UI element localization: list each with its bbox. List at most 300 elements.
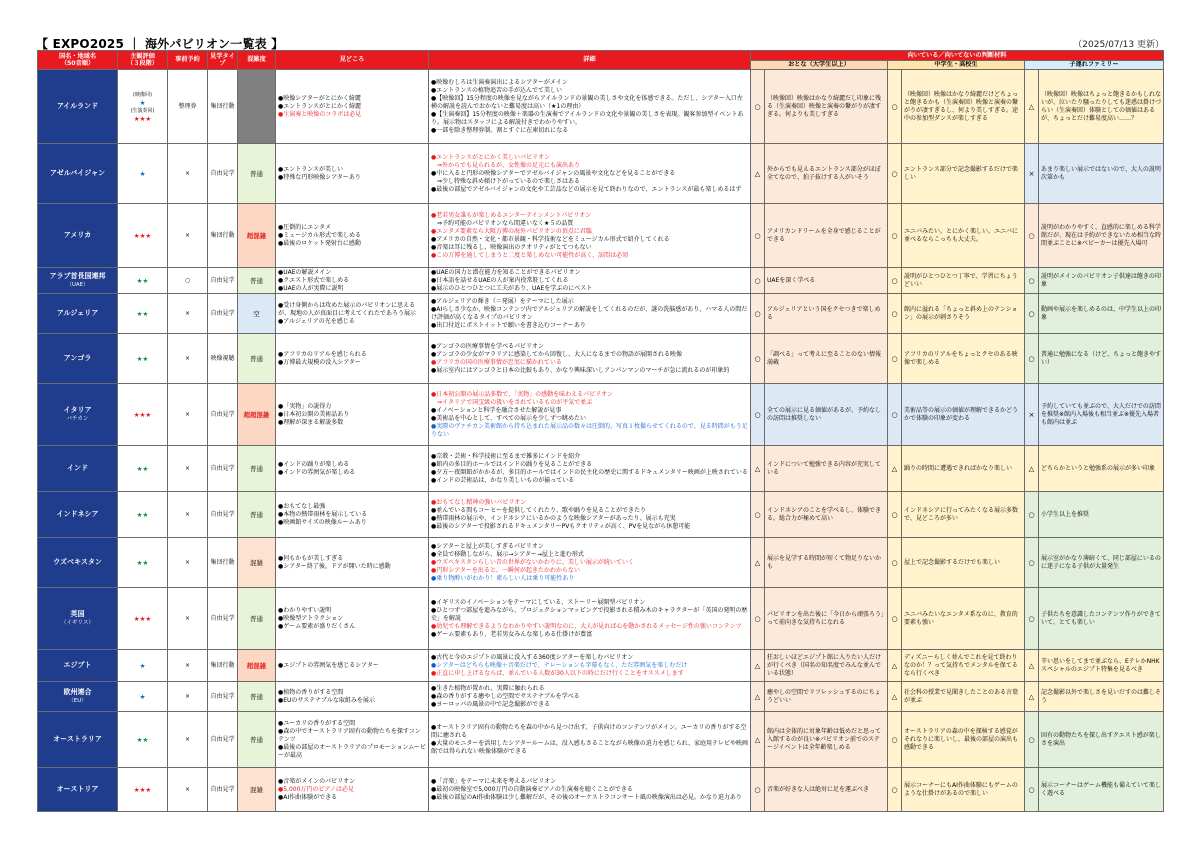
middle-symbol: ○ xyxy=(888,588,902,650)
type-cell: 自由見学 xyxy=(208,384,238,446)
country-name: エジプト xyxy=(63,661,92,670)
detail-item: ●実際のヴァチカン美術館から持ち込まれた展示品の数々は圧倒的。写真１枚撮らせてくれるので、見る時間がもう足りない xyxy=(431,422,748,438)
country-cell xyxy=(38,294,118,334)
highlight-item: ●「実物」の説得力 xyxy=(278,402,332,410)
detail-item: ●ウズベキスタンらしい青の世界がないかわりに、美しい展示が続いていく xyxy=(431,558,634,566)
rating-value: ★ xyxy=(139,169,146,178)
country-cell xyxy=(38,588,118,650)
country-name: 英国 xyxy=(70,610,85,618)
updated-date: （2025/07/13 更新） xyxy=(1073,40,1164,50)
table-row xyxy=(38,446,1164,492)
highlight-item: ●理解が深まる解説多数 xyxy=(278,418,344,426)
details-cell xyxy=(429,712,751,768)
country-name: オーストリア xyxy=(56,785,99,794)
adult-note: 展示を見学する時間が短くて物足りないかも xyxy=(765,538,888,588)
adult-symbol: △ xyxy=(751,682,765,712)
middle-symbol: ○ xyxy=(888,144,902,204)
highlight-item: ●日本初公開の美術品あり xyxy=(278,410,350,418)
highlight-item: ●5,000万円のピアノは必見 xyxy=(278,785,354,793)
middle-symbol: ○ xyxy=(888,204,902,268)
country-name: オーストラリア xyxy=(53,735,102,744)
middle-note: 説明がひとつひとつ丁寧で、学習にちょうどいい xyxy=(902,268,1025,294)
detail-item: ●オーストラリア固有の動物たちを森の中から見つけ出す、子供向けのコンテンツがメイン。ユーカリの香りがする空間に癒される xyxy=(431,723,747,739)
detail-item: ●大量のモニターを活用したシアタールームは、没入感もさることながら映像の迫力を感じられ、家庭用テレビや映画館では得られない映像体験ができる xyxy=(431,739,748,755)
country-cell xyxy=(38,70,118,144)
type-cell: 自由見学 xyxy=(208,492,238,538)
middle-symbol: ○ xyxy=(888,768,902,812)
highlights-cell xyxy=(276,446,429,492)
rating-value: ★★ xyxy=(136,276,149,285)
family-note: 辛い思いをしてまで並ぶなら、EテレかNHKスペシャルのエジプト特集を見るべき xyxy=(1039,650,1164,682)
rating-value: ★★ xyxy=(136,510,149,519)
col-congestion: 混雑度 xyxy=(238,51,276,70)
country-name: アイルランド xyxy=(56,102,99,111)
col-middle: 中学生・高校生 xyxy=(888,61,1025,70)
country-name: アルジェリア xyxy=(56,309,99,318)
adult-note: （映像回）映像はかなり綺麗だし印象に残る（生演奏回）映像と演奏の繋がりが凄すぎる。何よりも美しすぎる xyxy=(765,70,888,144)
highlights-cell xyxy=(276,268,429,294)
reserve-cell: × xyxy=(168,588,208,650)
highlight-item: ●ミュージカル形式で楽しめる xyxy=(278,231,361,239)
country-cell xyxy=(38,768,118,812)
highlight-item: ●万博最大規模の没入シアター xyxy=(278,358,361,366)
family-note: 普通に勉強になる（けど、ちょっと飽きやすい） xyxy=(1039,334,1164,384)
family-note: 展示室がかなり薄暗くて、同じ部屋にいるのに迷子になる子供が大量発生 xyxy=(1039,538,1164,588)
adult-note: 全ての展示に見る価値があるが、予約なしの訪問は推奨しない xyxy=(765,384,888,446)
detail-item: ●【映像回】15分程度の映像を見ながらアイルランドの景観の美しさや文化を体感できる。ただし、シアター入口左横の解説を読んでおかないと難易度は高い（★1の理由） xyxy=(431,94,743,110)
family-symbol: ○ xyxy=(1025,712,1039,768)
highlight-item: ●EUのサステナブルな取組みを展示 xyxy=(278,696,375,704)
highlights-cell xyxy=(276,492,429,538)
highlight-item: ●植物の香りがする空間 xyxy=(278,688,344,696)
rating-value: ★★★ xyxy=(133,114,152,123)
reserve-cell: ○ xyxy=(168,268,208,294)
detail-item: ●インドの芸術品は、かなり美しいものが揃っている xyxy=(431,476,575,484)
adult-symbol: △ xyxy=(751,538,765,588)
country-name: インドネシア xyxy=(56,510,99,519)
family-note: どちらかというと勉強系の展示が多い印象 xyxy=(1039,446,1164,492)
rating-cell xyxy=(118,712,168,768)
table-row xyxy=(38,204,1164,268)
highlights-cell xyxy=(276,144,429,204)
type-cell: 集団行動 xyxy=(208,538,238,588)
table-row xyxy=(38,492,1164,538)
detail-item: ●ヨーロッパの風景の中で記念撮影ができる xyxy=(431,700,551,708)
highlights-cell xyxy=(276,682,429,712)
country-cell xyxy=(38,492,118,538)
reserve-cell: 整理券 xyxy=(168,70,208,144)
type-cell: 自由見学 xyxy=(208,768,238,812)
adult-symbol: ○ xyxy=(751,588,765,650)
col-type: 見学タイプ xyxy=(208,51,238,70)
middle-symbol: ○ xyxy=(888,712,902,768)
detail-item: ●生きた植物が置かれ、実際に触れられる xyxy=(431,684,545,692)
highlights-cell xyxy=(276,538,429,588)
family-symbol: ○ xyxy=(1025,204,1039,268)
family-symbol: △ xyxy=(1025,446,1039,492)
congestion-cell: 超超混雑 xyxy=(238,384,276,446)
highlight-item: ●何もかもが美しすぎる xyxy=(278,554,344,562)
family-note: 子供たちを意識したコンテンツ作りができていて、とても楽しい xyxy=(1039,588,1164,650)
details-cell xyxy=(429,492,751,538)
detail-item: ●展示のひとつひとつに工夫があり、UAEを学ぶのにベスト xyxy=(431,284,593,292)
detail-item: ●乗り物酔いがわかり！素らしい人は乗り可能性あり xyxy=(431,574,575,582)
reserve-cell: × xyxy=(168,682,208,712)
details-cell xyxy=(429,144,751,204)
highlight-item: ●受け身側からは攻めた展示のパビリオンに思えるが、現地の人が真面目に考えてくれたであろう展示 xyxy=(278,301,417,317)
highlight-item: ●音楽がメインのパビリオン xyxy=(278,777,356,785)
type-cell: 自由見学 xyxy=(208,144,238,204)
adult-note: 癒やしの空間でリフレッシュするのにちょうどいい xyxy=(765,682,888,712)
adult-note: 「調べる」って考えに至ることのない情報満載 xyxy=(765,334,888,384)
middle-symbol: ○ xyxy=(888,334,902,384)
details-cell xyxy=(429,334,751,384)
rating-cell xyxy=(118,682,168,712)
family-symbol: ○ xyxy=(1025,538,1039,588)
congestion-cell: 普通 xyxy=(238,334,276,384)
country-name: 欧州連合 xyxy=(63,688,92,696)
adult-note: 外からでも見えるエントランス部分がほぼ全てなので、拍子抜けする人がいそう xyxy=(765,144,888,204)
country-name: ウズベキスタン xyxy=(53,558,102,567)
detail-item: ●アンゴラの医療事情を学べるパビリオン xyxy=(431,342,544,350)
rating-value: ★★★ xyxy=(133,231,152,240)
family-symbol: ○ xyxy=(1025,268,1039,294)
middle-note: 屋上で記念撮影するだけでも楽しい xyxy=(902,538,1025,588)
details-cell xyxy=(429,446,751,492)
middle-note: ユニバみたい。とにかく楽しい。ユニバに並べるならこっちも大丈夫。 xyxy=(902,204,1025,268)
adult-note: UAEを深く学べる xyxy=(765,268,888,294)
middle-symbol: △ xyxy=(888,650,902,682)
type-cell: 自由見学 xyxy=(208,588,238,650)
detail-item: ⇒少し特殊な斜め傾け下がっているので楽しさはある xyxy=(431,177,581,185)
reserve-cell: × xyxy=(168,492,208,538)
rating-cell xyxy=(118,768,168,812)
reserve-cell: × xyxy=(168,650,208,682)
congestion-cell: 普通 xyxy=(238,268,276,294)
country-cell xyxy=(38,682,118,712)
detail-item: ●熱帯雨林の展示や、インドネシアにいるかのような映像シアターがあったり、展示も充実 xyxy=(431,514,676,522)
details-cell xyxy=(429,682,751,712)
middle-note: エントランス部分で記念撮影するだけで楽しい xyxy=(902,144,1025,204)
col-highlights: 見どころ xyxy=(276,51,429,70)
family-symbol: × xyxy=(1025,144,1039,204)
rating-value: (映像回) xyxy=(133,91,152,98)
middle-note: アフリカのリアルをちょっとクセのある映像で楽しめる xyxy=(902,334,1025,384)
adult-symbol: ○ xyxy=(751,294,765,334)
detail-item: ●エントランスの植物追苦の手が込んでて美しい xyxy=(431,86,563,94)
rating-cell xyxy=(118,384,168,446)
detail-item: ●ゲーム要素もあり、老若男女みんな楽しめる仕掛けが豊富 xyxy=(431,630,593,638)
rating-value: (生演奏回) xyxy=(130,107,155,114)
rating-cell xyxy=(118,650,168,682)
middle-symbol: △ xyxy=(888,446,902,492)
congestion-cell: 空 xyxy=(238,294,276,334)
rating-cell xyxy=(118,334,168,384)
highlights-cell xyxy=(276,294,429,334)
details-cell xyxy=(429,588,751,650)
adult-note: インドについて勉強できる内容が充実している xyxy=(765,446,888,492)
adult-symbol: △ xyxy=(751,712,765,768)
table-row xyxy=(38,384,1164,446)
highlight-item: ●UAEの解説メイン xyxy=(278,268,332,276)
country-sub: （EU） xyxy=(68,697,87,704)
table-row xyxy=(38,650,1164,682)
highlight-item: ●クエスト形式で楽しめる xyxy=(278,276,350,284)
highlight-item: ●映画館サイズの映像ルームあり xyxy=(278,518,367,526)
detail-item: ●ひとつずつ部屋を進みながら、プロジェクションマッピングで投影される積み木のキャラクターが「英国の発明の歴史」を解説 xyxy=(431,606,748,622)
detail-item: ●エンタメ要素なら大阪万博の海外パビリオンの頂点に君臨 xyxy=(431,227,592,235)
country-cell xyxy=(38,144,118,204)
middle-symbol: ○ xyxy=(888,492,902,538)
family-symbol: ○ xyxy=(1025,768,1039,812)
middle-note: インドネシアに行ってみたくなる展示多数で、見どころが多い xyxy=(902,492,1025,538)
rating-cell xyxy=(118,204,168,268)
detail-item: ●日本初公開の展示品多数で、「実物」の感動を味わえるパビリオン xyxy=(431,390,614,398)
highlight-item: ●ユーカリの香りがする空間 xyxy=(278,719,356,727)
country-cell xyxy=(38,650,118,682)
rating-value: ★★★ xyxy=(133,785,152,794)
highlights-cell xyxy=(276,334,429,384)
family-note: 説明がメインのパビリオン子供達は飽きの印象 xyxy=(1039,268,1164,294)
highlights-cell xyxy=(276,384,429,446)
detail-item: ●出口付近にポストイットで願いを書き込むコーナーあり xyxy=(431,321,586,329)
highlights-cell xyxy=(276,712,429,768)
country-cell xyxy=(38,334,118,384)
detail-item: ●映像むしろは生演奏演出によるシアターがメイン xyxy=(431,78,568,86)
highlights-cell xyxy=(276,70,429,144)
congestion-cell: 超混雑 xyxy=(238,650,276,682)
family-note: 説明がわかりやすく、直感的に楽しめる科学館だが、現在は予約ができないため相当な時間並ぶことに※ベビーカーは優先入場可 xyxy=(1039,204,1164,268)
detail-item: ●展示室内にはアンゴラと日本の比較もあり、かなり興味深いしアンパンマンのマーチが急に流れるのが印象的 xyxy=(431,366,730,374)
congestion-cell: 普通 xyxy=(238,712,276,768)
detail-item: ●アメリカの自然・文化・都市景観・科学技術などをミュージカル形式で紹介してくれる xyxy=(431,235,670,243)
detail-item: ●最後の部屋のAI作曲体験は少し難解だが、その後のオーケストラコンサート風の映像演出は必見。かなり迫力あり xyxy=(431,793,742,801)
family-note: あまり楽しい展示ではないので、大人の説明次第かも xyxy=(1039,144,1164,204)
family-note: 展示コーナーはゲーム機能も備えていて楽しく遊べる xyxy=(1039,768,1164,812)
middle-note: 踊りの時間に遭遇できればかなり楽しい xyxy=(902,446,1025,492)
detail-item: ●美術品を中心として、すべての展示を少しずつ眺めたい xyxy=(431,414,586,422)
country-name: アゼルバイジャン xyxy=(49,169,106,178)
country-cell xyxy=(38,712,118,768)
highlights-cell xyxy=(276,588,429,650)
highlight-item: ●エントランスがとにかく綺麗 xyxy=(278,102,362,110)
adult-note: アルジェリアという国をクセつきで楽しめる xyxy=(765,294,888,334)
detail-item: ●並んでいる間もコーヒーを提供してくれたり、歌や踊りを見ることができたり xyxy=(431,506,646,514)
reserve-cell: × xyxy=(168,446,208,492)
table-row xyxy=(38,768,1164,812)
family-symbol: △ xyxy=(1025,650,1039,682)
middle-symbol: ○ xyxy=(888,70,902,144)
highlight-item: ●インドの雰囲気が楽しめる xyxy=(278,468,356,476)
rating-cell xyxy=(118,446,168,492)
type-cell: 自由見学 xyxy=(208,268,238,294)
country-name: アンゴラ xyxy=(63,354,92,363)
adult-symbol: ○ xyxy=(751,268,765,294)
rating-value: ★★ xyxy=(136,309,149,318)
adult-note: 狂おしいほどエジプト館に入りたい人だけが行くべき（国名の知名度でみんな並んでいる状態） xyxy=(765,650,888,682)
middle-symbol: ○ xyxy=(888,538,902,588)
adult-symbol: △ xyxy=(751,446,765,492)
congestion-cell: 混雑 xyxy=(238,538,276,588)
detail-item: ●最後のシアターで投影されるドキュメンタリーPVもクオリティが高く、PVを見ながら休憩可能 xyxy=(431,522,691,530)
detail-item: ●シアターはどちらも映像＋音楽だけで、ナレーションも字幕もなく、ただ雰囲気を楽しむだけ xyxy=(431,661,688,669)
congestion-cell: 普通 xyxy=(238,446,276,492)
congestion-cell: 超混雑 xyxy=(238,204,276,268)
type-cell: 集団行動 xyxy=(208,204,238,268)
family-symbol: ○ xyxy=(1025,334,1039,384)
adult-note: アメリカンドリームを全身で感じることができる xyxy=(765,204,888,268)
middle-symbol: △ xyxy=(888,682,902,712)
type-cell: 映像視聴 xyxy=(208,334,238,384)
highlight-item: ●アフリカのリアルを感じられる xyxy=(278,350,367,358)
reserve-cell: × xyxy=(168,712,208,768)
middle-symbol: ○ xyxy=(888,294,902,334)
type-cell: 集団行動 xyxy=(208,70,238,144)
rating-value: ★★ xyxy=(136,464,149,473)
family-symbol: ○ xyxy=(1025,294,1039,334)
table-row xyxy=(38,294,1164,334)
family-note: 予約していても並ぶので、大人だけでの訪問を推奨※館内入場後も相当並ぶ※優先入場者も館内は並ぶ xyxy=(1039,384,1164,446)
detail-item: ⇒イタリアで国宝級の扱いをされているものが平気で並ぶ xyxy=(431,398,593,406)
detail-item: ●円形シアターを出ると、一瞬何が起きたかわからない xyxy=(431,566,580,574)
family-symbol: × xyxy=(1025,384,1039,446)
detail-item: ●イノベーションと科学を融合させた解説が見事 xyxy=(431,406,562,414)
detail-item: ●幼児でも理解できるようなわかりやすい説明なのに、大人が見れば心を動かされるメッセージ性の強いコンテンツ xyxy=(431,622,742,630)
rating-value: ★ xyxy=(139,692,146,701)
adult-symbol: ○ xyxy=(751,384,765,446)
col-suitability: 向いている／向いてないの判断材料 xyxy=(751,51,1164,61)
middle-note: （映像回）映像はかなり綺麗だけどちょっと飽きるかも（生演奏回）映像と演奏の繋がりが凄すぎるし、何より美しすぎる。途中の参加型ダンスが楽しすぎる xyxy=(902,70,1025,144)
detail-item: ●シアターと屋上が美しすぎるパビリオン xyxy=(431,542,544,550)
rating-value: ★ xyxy=(139,98,146,107)
table-row xyxy=(38,712,1164,768)
highlight-item: ●本物の熱帯雨林を展示している xyxy=(278,510,368,518)
detail-item: ●エントランスがとにかく美しいパビリオン xyxy=(431,153,550,161)
highlight-item: ●映像型アトラクション xyxy=(278,614,344,622)
table-row xyxy=(38,70,1164,144)
adult-symbol: △ xyxy=(751,650,765,682)
highlights-cell xyxy=(276,768,429,812)
country-cell xyxy=(38,538,118,588)
highlight-item: ●アルジェリアの光を感じる xyxy=(278,317,355,325)
congestion-cell: 普通 xyxy=(238,144,276,204)
detail-item: ●老若男女誰もが楽しめるエンターテインメントパビリオン xyxy=(431,211,592,219)
type-cell: 自由見学 xyxy=(208,682,238,712)
country-cell xyxy=(38,268,118,294)
highlight-item: ●おもてなし最強 xyxy=(278,502,326,510)
detail-item: ⇒予約可能のパビリオンなら間違いなく★５の品質 xyxy=(431,219,574,227)
reserve-cell: × xyxy=(168,768,208,812)
adult-note: 館内は全体的に対象年齢は低めだと思って入館するのが良い※パビリオン前でのステージイベントは全年齢楽しめる xyxy=(765,712,888,768)
table-row xyxy=(38,538,1164,588)
highlight-item: ●UAEの人が実際に説明 xyxy=(278,284,344,292)
adult-note: インドネシアのことを学べるし、体験できる。総合力が極めて高い xyxy=(765,492,888,538)
detail-item: ●一部を除き整理券制。割とすぐに在庫切れになる xyxy=(431,126,569,134)
table-row xyxy=(38,588,1164,650)
table-body xyxy=(38,70,1164,812)
detail-item: ●AIらしさ少なか、映像コンテンツ内でアルジェリアの解説をしてくれるのだが、謎の洗脳感があり、ハマる人の間だけ評価が高くなるタイプのパビリオン xyxy=(431,305,748,321)
adult-symbol: ○ xyxy=(751,204,765,268)
col-reserve: 事前予約 xyxy=(168,51,208,70)
detail-item: ●館内の多目的ホールではインドの踊りを見ることができる xyxy=(431,460,593,468)
adult-symbol: ○ xyxy=(751,492,765,538)
reserve-cell: × xyxy=(168,538,208,588)
country-name: アラブ首長国連邦 xyxy=(49,272,106,280)
adult-note: パビリオンを出た後に「今日から頑張ろう」って前向きな気持ちになれる xyxy=(765,588,888,650)
family-note: 記念撮影以外で楽しさを見いだすのは難しそう xyxy=(1039,682,1164,712)
congestion-cell: 普通 xyxy=(238,492,276,538)
col-country: 国名・地域名 （50音順） xyxy=(38,51,118,70)
rating-cell xyxy=(118,538,168,588)
type-cell: 自由見学 xyxy=(208,294,238,334)
details-cell xyxy=(429,384,751,446)
middle-note: ユニバみたいなエンタメ系なのに、教育的要素も強い xyxy=(902,588,1025,650)
detail-item: ●最後の部屋でアゼルバイジャンの文化や工芸品などの展示を見て終わりなので、エントランスが最も楽しめるはず xyxy=(431,185,742,193)
col-adult: おとな（大学生以上） xyxy=(751,61,888,70)
family-note: 動画や展示を楽しめるのは、中学生以上の印象 xyxy=(1039,294,1164,334)
col-family: 子連れファミリー xyxy=(1025,61,1164,70)
table-row xyxy=(38,334,1164,384)
reserve-cell: × xyxy=(168,204,208,268)
detail-item: ●アンゴラの少女がマラリアに感染してから回復し、大人になるまでの物語が展開される映像 xyxy=(431,350,682,358)
detail-item: ●UAEの国力と潜在能力を知ることができるパビリオン xyxy=(431,268,581,276)
detail-item: ⇒外からでも見られるが、女性像の足元にも演出あり xyxy=(431,161,580,169)
country-name: イタリア xyxy=(63,406,92,414)
rating-value: ★★★ xyxy=(133,410,152,419)
highlight-item: ●エントランスが美しい xyxy=(278,165,344,173)
country-cell xyxy=(38,384,118,446)
middle-note: 社会科の授業で見聞きしたことのある言葉が並ぶ xyxy=(902,682,1025,712)
highlight-item: ●AI作曲体験ができる xyxy=(278,793,338,801)
highlight-item: ●エジプトの雰囲気を感じるシアター xyxy=(278,661,379,669)
family-symbol: △ xyxy=(1025,682,1039,712)
rating-value: ★★ xyxy=(136,735,149,744)
detail-item: ●宗教・芸術・科学技術に至るまで雑多にインドを紹介 xyxy=(431,452,581,460)
middle-symbol: ○ xyxy=(888,384,902,446)
detail-item: ●おもてなし精神の強いパビリオン xyxy=(431,498,527,506)
rating-cell xyxy=(118,70,168,144)
rating-value: ★★ xyxy=(136,354,149,363)
details-cell xyxy=(429,70,751,144)
family-note: （映像回）映像はちょっと飽きるかもしれないが、泣いたり騒ったりしても迷惑は掛けづらい（生演奏回）体験としての価値はあるが、ちょっとだけ難易度高い……？ xyxy=(1039,70,1164,144)
detail-item: ●イギリスのイノベーションをテーマにしている、ストーリー展開型パビリオン xyxy=(431,598,646,606)
detail-item: ●アルジェリアの輝き（＝発展）をテーマにした展示 xyxy=(431,297,574,305)
country-sub: バチカン xyxy=(66,415,89,422)
family-note: 固有の動物たちを探し出すクエスト感が楽しさを演出 xyxy=(1039,712,1164,768)
detail-item: ●【生演奏回】15分程度の映像＋楽器の生演奏でアイルランドの文化や景観の美しさを表現。観客参加型イベントあり。展示物はスタッフによる解説付きでわかりやすい。 xyxy=(431,110,744,126)
middle-note: 展示コーナーにもAI作曲体験にもゲームのような仕掛けがあるので楽しい xyxy=(902,768,1025,812)
rating-value: ★★ xyxy=(136,558,149,567)
middle-note: オーストラリアの森の中を探検する感覚がそれなりに楽しいし、最後の部屋の演出も感動できる xyxy=(902,712,1025,768)
rating-cell xyxy=(118,268,168,294)
type-cell: 自由見学 xyxy=(208,712,238,768)
highlight-item: ●映像シアターがとにかく綺麗 xyxy=(278,94,361,102)
highlight-item: ●最後の部屋のオーストラリアのプロモーションムービーが最高 xyxy=(278,743,426,759)
detail-item: ●アフリカの国の医療事情が忠実に描かれている xyxy=(431,358,562,366)
adult-symbol: ○ xyxy=(751,334,765,384)
rating-cell xyxy=(118,492,168,538)
col-details: 詳細 xyxy=(429,51,751,70)
highlight-item: ●森の中でオーストラリア固有の動物たちを探すコンテンツ xyxy=(278,727,421,743)
reserve-cell: × xyxy=(168,294,208,334)
page-title: 【 EXPO2025 ｜ 海外パビリオン一覧表 】 xyxy=(36,37,284,51)
adult-note: 音楽が好きな人は絶対に足を運ぶべき xyxy=(765,768,888,812)
detail-item: ●森の香りがする癒やしの空間でサステナブルを学べる xyxy=(431,692,580,700)
detail-item: ●この万博を通してしまうと二度と楽しめない可能性が高く、訪問は必須 xyxy=(431,251,629,259)
reserve-cell: × xyxy=(168,144,208,204)
col-rating: 主観評価 （３段階） xyxy=(118,51,168,70)
country-sub: （イギリス） xyxy=(61,619,94,626)
